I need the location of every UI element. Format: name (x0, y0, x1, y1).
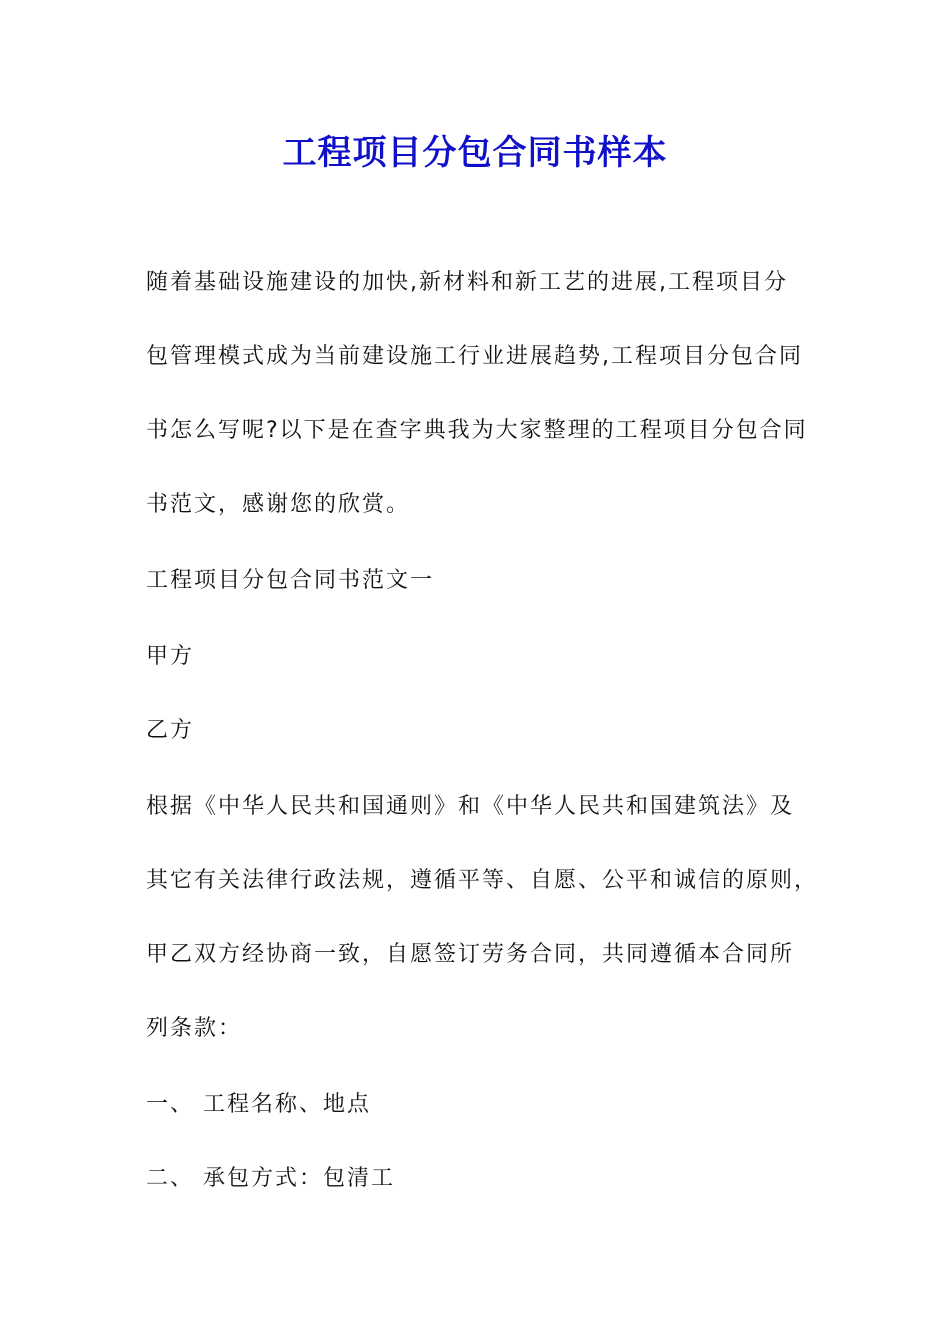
clause-two-contract-method: 二、 承包方式：包清工 (146, 1166, 395, 1191)
section-heading-sample-one: 工程项目分包合同书范文一 (146, 568, 435, 593)
paragraph-line-2: 包管理模式成为当前建设施工行业进展趋势,工程项目分包合同 (146, 344, 803, 369)
paragraph-line-1: 随着基础设施建设的加快,新材料和新工艺的进展,工程项目分 (146, 270, 788, 295)
party-b-label: 乙方 (146, 718, 195, 743)
clause-one-project-name: 一、 工程名称、地点 (146, 1092, 371, 1117)
document-title: 工程项目分包合同书样本 (282, 133, 668, 173)
paragraph-line-9: 其它有关法律行政法规，遵循平等、自愿、公平和诚信的原则， (146, 868, 819, 893)
paragraph-line-11: 列条款： (146, 1016, 243, 1041)
paragraph-line-4: 书范文，感谢您的欣赏。 (146, 492, 411, 517)
party-a-label: 甲方 (146, 644, 195, 669)
paragraph-line-3: 书怎么写呢?以下是在查字典我为大家整理的工程项目分包合同 (146, 418, 808, 443)
paragraph-line-10: 甲乙双方经协商一致，自愿签订劳务合同，共同遵循本合同所 (146, 942, 795, 967)
paragraph-line-8: 根据《中华人民共和国通则》和《中华人民共和国建筑法》及 (146, 794, 795, 819)
